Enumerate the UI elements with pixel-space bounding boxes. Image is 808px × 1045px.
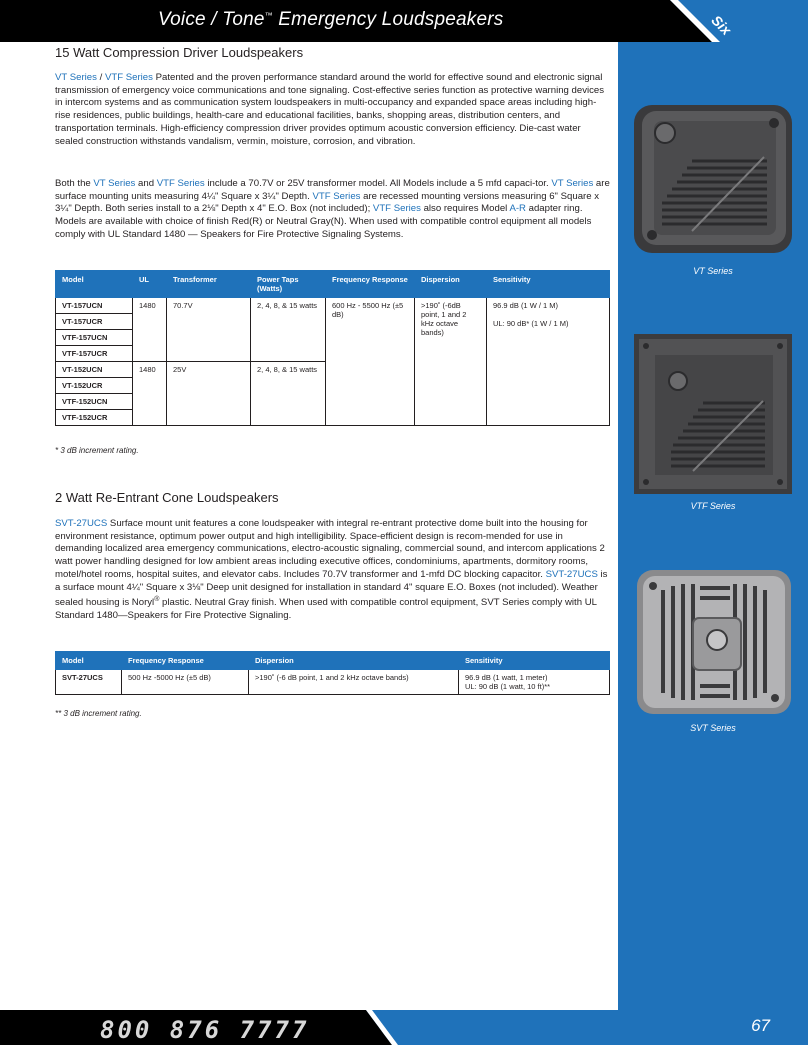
table-row: VTF-152UCR xyxy=(56,410,610,426)
vt-series-caption: VT Series xyxy=(693,266,733,276)
svt-spec-table xyxy=(55,651,610,695)
vt-spec-table xyxy=(55,270,610,426)
svt-paragraph: SVT-27UCS Surface mount unit features a cone loudspeaker with integral re-entrant protective dome built into the housing for environment resistance, optimum power output and high intelligibility. Space-efficient design is recom-mended for use in demanding localized area emergency communications, electro-acoustic signaling, commercial sound, and intercom applications 2 watt power handling designed for low ambient areas including executive offices, condominiums, apartments, dormitory rooms, motel/hotel rooms, hospital suites, and elevator cabs. Includes 70.7V transformer and 1-mfd DC blocking capacitor. SVT-27UCS is a surface mount 4¼" Square x 3⅛" Deep unit designed for installation in standard 4" square E.O. Boxes (not included). Weather sealed housing is Noryl® plastic. Neutral Gray finish. When used with compatible control equipment, SVT Series comply with UL Standard 1480—Speakers for Fire Protective Signaling. xyxy=(55,518,608,622)
table-row: VTF-157UCN xyxy=(56,330,610,346)
table-row: VTF-152UCN xyxy=(56,394,610,410)
section-number: Six xyxy=(708,11,735,39)
section-heading-cone: 2 Watt Re-Entrant Cone Loudspeakers xyxy=(55,490,279,505)
table-header-row: Model UL Transformer Power Taps (Watts) Frequency Response Dispersion Sensitivity xyxy=(56,271,610,298)
a-r-link[interactable]: A-R xyxy=(509,203,526,215)
table-footnote: ** 3 dB increment rating. xyxy=(55,709,142,718)
vt-series-link[interactable]: VT Series xyxy=(55,72,97,83)
vtf-series-link[interactable]: VTF Series xyxy=(312,190,361,202)
table-row: VTF-157UCR xyxy=(56,346,610,362)
section-tab xyxy=(670,0,808,48)
svt-27ucs-link[interactable]: SVT-27UCS xyxy=(545,568,598,580)
vtf-series-image xyxy=(633,333,793,495)
table-row: VT-157UCN 1480 70.7V 2, 4, 8, & 15 watts 600 Hz - 5500 Hz (±5 dB) >190˚ (-6dB point, 1 and 2 kHz octave bands) 96.9 dB (1 W / 1 M) UL: 90 dB* (1 W / 1 M) xyxy=(56,298,610,314)
transformer-paragraph: Both the VT Series and VTF Series include a 70.7V or 25V transformer model. All Models include a 5 mfd capaci-tor. VT Series are surface mounting units measuring 4¼" Square x 3¼" Depth. VTF Series are recessed mounting versions measuring 6" Square x 3¼" Depth. Both series install to a 2⅛" Depth x 4" E.O. Box (not included); VTF Series also requires Model A-R adapter ring. Models are available with choice of finish Red(R) or Neutral Gray(N). When used with compatible control equipment all models comply with UL Standard 1480 — Speakers for Fire Protective Signaling Systems. xyxy=(55,178,610,240)
page-number: 67 xyxy=(751,1016,770,1035)
table-row: VT-157UCR xyxy=(56,314,610,330)
table-row: VT-152UCR xyxy=(56,378,610,394)
vt-intro-paragraph: VT Series / VTF Series Patented and the proven performance standard around the world for effective sound and electronic signal transmission of emergency voice communications and tone signaling. Cost-effective series function as protective warning devices in intercom systems and as communication system loudspeakers in multi-occupancy and expanded space areas including high-rise residences, public buildings, health-care and educational facilities, banks, shopping areas, distribution centers, and transportation terminals. High-efficiency compression driver provides optimum acoustic conversion efficiency. Die-cast water sealed construction withstands vandalism, vermin, moisture, corrosion, and vibration. xyxy=(55,72,605,147)
vtf-series-caption: VTF Series xyxy=(690,501,736,511)
vtf-series-link[interactable]: VTF Series xyxy=(104,72,153,83)
vt-series-link[interactable]: VT Series xyxy=(551,178,594,189)
svt-27ucs-link[interactable]: SVT-27UCS xyxy=(55,518,108,529)
table-row: SVT-27UCS 500 Hz -5000 Hz (±5 dB) >190˚ (-6 dB point, 1 and 2 kHz octave bands) 96.9 dB (1 watt, 1 meter) UL: 90 dB (1 watt, 10 ft)** xyxy=(56,670,610,695)
table-header-row: Model Frequency Response Dispersion Sensitivity xyxy=(56,652,610,670)
vt-series-image xyxy=(632,103,794,255)
vtf-series-link[interactable]: VTF Series xyxy=(156,178,205,189)
vtf-series-link[interactable]: VTF Series xyxy=(372,203,421,215)
phone-number: 800 876 7777 xyxy=(100,1016,310,1044)
table-footnote: * 3 dB increment rating. xyxy=(55,446,139,455)
svt-series-image xyxy=(635,568,793,716)
header-title: Voice / Tone™ Emergency Loudspeakers xyxy=(158,9,504,30)
section-heading-compression: 15 Watt Compression Driver Loudspeakers xyxy=(55,45,304,60)
svt-series-caption: SVT Series xyxy=(690,723,736,733)
vt-series-link[interactable]: VT Series xyxy=(93,178,136,189)
table-row: VT-152UCN 1480 25V 2, 4, 8, & 15 watts xyxy=(56,362,610,378)
